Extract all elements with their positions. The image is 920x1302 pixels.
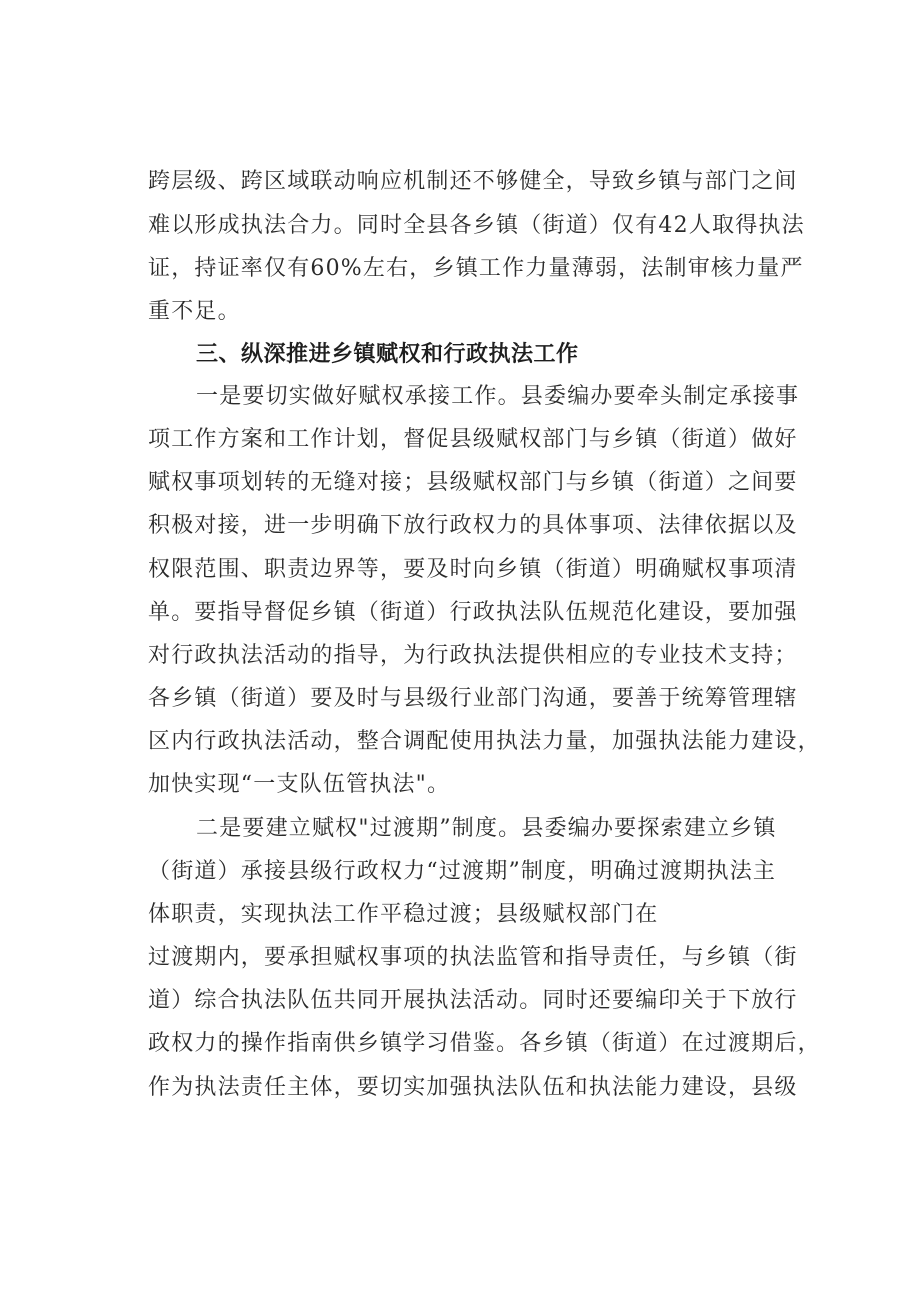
paragraph-2-line-9: 区内行政执法活动，整合调配使用执法力量，加强执法能力建设， <box>148 729 821 754</box>
paragraph-3-line-4: 过渡期内，要承担赋权事项的执法监管和指导责任，与乡镇（街 <box>148 945 798 970</box>
paragraph-2-line-8: 各乡镇（街道）要及时与县级行业部门沟通，要善于统筹管理辖 <box>148 686 798 711</box>
paragraph-2-line-1: 一是要切实做好赋权承接工作。县委编办要牵头制定承接事 <box>196 384 800 409</box>
paragraph-2-line-3: 赋权事项划转的无缝对接；县级赋权部门与乡镇（街道）之间要 <box>148 470 798 495</box>
paragraph-2-line-5: 权限范围、职责边界等，要及时向乡镇（街道）明确赋权事项清 <box>148 557 798 582</box>
paragraph-1-line-2: 难以形成执法合力。同时全县各乡镇（街道）仅有42人取得执法 <box>148 213 805 238</box>
paragraph-1-line-3: 证，持证率仅有60%左右，乡镇工作力量薄弱，法制审核力量严 <box>148 256 804 281</box>
paragraph-1-line-1: 跨层级、跨区域联动响应机制还不够健全，导致乡镇与部门之间 <box>148 169 798 194</box>
paragraph-3-line-3: 体职责，实现执法工作平稳过渡；县级赋权部门在 <box>148 902 659 927</box>
paragraph-3-line-6: 政权力的操作指南供乡镇学习借鉴。各乡镇（街道）在过渡期后， <box>148 1031 821 1056</box>
paragraph-1-line-4: 重不足。 <box>148 299 241 324</box>
section-heading: 三、纵深推进乡镇赋权和行政执法工作 <box>196 342 579 367</box>
paragraph-2-line-10: 加快实现“一支队伍管执法"。 <box>148 772 451 797</box>
paragraph-3-line-7: 作为执法责任主体，要切实加强执法队伍和执法能力建设，县级 <box>148 1075 798 1100</box>
paragraph-2-line-4: 积极对接，进一步明确下放行政权力的具体事项、法律依据以及 <box>148 513 798 538</box>
paragraph-2-line-7: 对行政执法活动的指导，为行政执法提供相应的专业技术支持； <box>148 643 798 668</box>
paragraph-3-line-1: 二是要建立赋权"过渡期”制度。县委编办要探索建立乡镇 <box>196 816 777 841</box>
paragraph-2-line-6: 单。要指导督促乡镇（街道）行政执法队伍规范化建设，要加强 <box>148 600 798 625</box>
paragraph-3-line-5: 道）综合执法队伍共同开展执法活动。同时还要编印关于下放行 <box>148 988 798 1013</box>
paragraph-2-line-2: 项工作方案和工作计划，督促县级赋权部门与乡镇（街道）做好 <box>148 427 798 452</box>
paragraph-3-line-2: （街道）承接县级行政权力“过渡期”制度，明确过渡期执法主 <box>148 859 777 884</box>
